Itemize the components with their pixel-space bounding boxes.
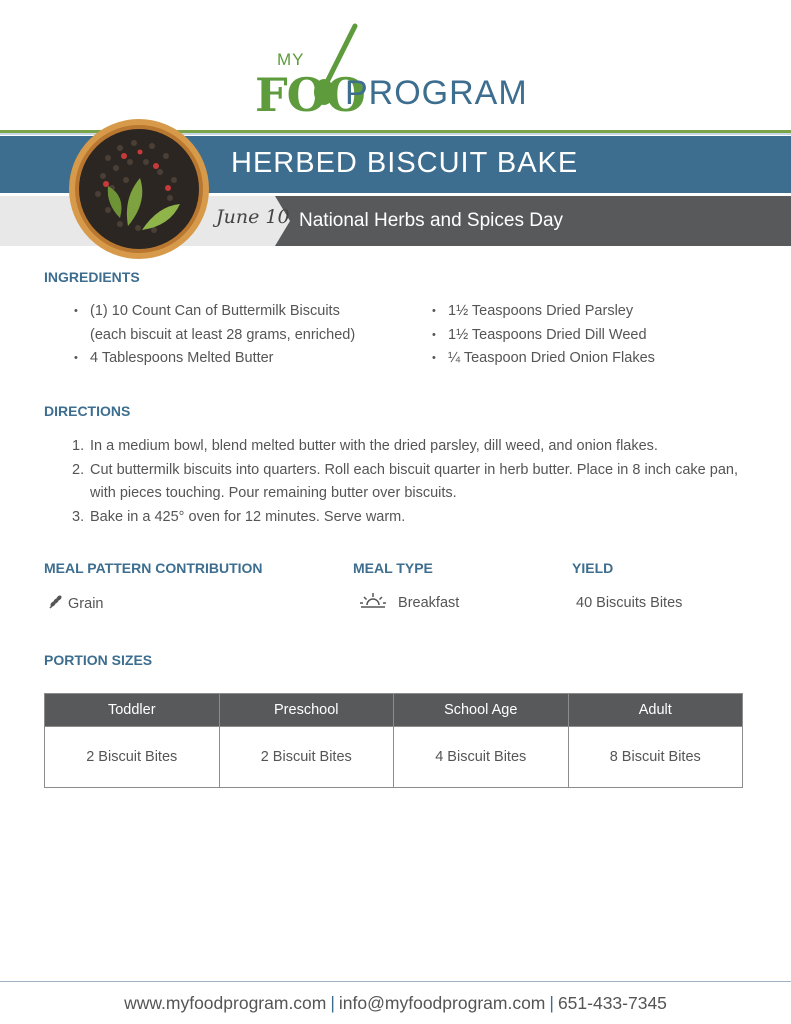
- brand-logo: [255, 22, 545, 122]
- direction-step: 2. Cut buttermilk biscuits into quarters. Roll each biscuit quarter in herb butter. Place in 8 inch cake pan, with pieces touching. Pour remaining butter over biscuits.: [72, 461, 738, 501]
- portion-value-school-age: 4 Biscuit Bites: [394, 727, 569, 788]
- recipe-title: HERBED BISCUIT BAKE: [231, 147, 579, 179]
- portion-value-preschool: 2 Biscuit Bites: [219, 727, 394, 788]
- sunrise-icon: [360, 592, 386, 610]
- footer-separator: |: [330, 993, 335, 1013]
- portion-col-toddler: Toddler: [45, 694, 220, 727]
- yield-heading: YIELD: [572, 560, 614, 576]
- ingredients-heading: INGREDIENTS: [44, 269, 140, 285]
- ingredients-list-right: [432, 300, 752, 371]
- logo-program: PROGRAM: [345, 74, 528, 112]
- ingredient-item: • (1) 10 Count Can of Buttermilk Biscuits (each biscuit at least 28 grams, enriched): [74, 300, 404, 347]
- portion-header-row: [45, 694, 743, 727]
- holiday-date: June 10: [216, 206, 290, 228]
- ingredient-item: • 1½ Teaspoons Dried Parsley: [432, 300, 752, 324]
- portion-value-adult: 8 Biscuit Bites: [568, 727, 743, 788]
- direction-step: 3. Bake in a 425° oven for 12 minutes. Serve warm.: [72, 508, 406, 525]
- portion-heading: PORTION SIZES: [44, 652, 153, 668]
- footer-website-link[interactable]: www.myfoodprogram.com: [124, 993, 327, 1013]
- meal-pattern-heading: MEAL PATTERN CONTRIBUTION: [44, 560, 263, 576]
- portion-col-preschool: Preschool: [219, 694, 394, 727]
- portion-value-toddler: 2 Biscuit Bites: [45, 727, 220, 788]
- ingredient-item: • ¼ Teaspoon Dried Onion Flakes: [432, 347, 752, 371]
- meal-pattern-value: Grain: [48, 594, 104, 612]
- spice-bowl-image: [68, 118, 210, 260]
- ingredient-item: • 4 Tablespoons Melted Butter: [74, 347, 404, 371]
- footer-contact: [0, 993, 791, 1014]
- direction-step: 1. In a medium bowl, blend melted butter with the dried parsley, dill weed, and onion flakes.: [72, 438, 658, 454]
- ingredients-list-left: [74, 300, 404, 371]
- footer-phone[interactable]: 651-433-7345: [557, 993, 667, 1013]
- footer-email-link[interactable]: info@myfoodprogram.com: [338, 993, 546, 1013]
- logo-food: FOO: [255, 68, 365, 122]
- holiday-name: National Herbs and Spices Day: [299, 210, 564, 231]
- portion-values-row: [45, 727, 743, 788]
- portion-table: [44, 693, 743, 788]
- footer-separator: |: [549, 993, 554, 1013]
- logo-my: MY: [277, 50, 305, 69]
- footer-divider: [0, 981, 791, 982]
- meal-type-value: Breakfast: [360, 592, 459, 611]
- directions-list: [72, 435, 742, 529]
- yield-value: 40 Biscuits Bites: [576, 595, 683, 611]
- portion-col-adult: Adult: [568, 694, 743, 727]
- meal-type-heading: MEAL TYPE: [353, 560, 433, 576]
- wheat-icon: [48, 594, 64, 610]
- directions-heading: DIRECTIONS: [44, 403, 131, 419]
- ingredient-item: • 1½ Teaspoons Dried Dill Weed: [432, 324, 752, 348]
- portion-col-school-age: School Age: [394, 694, 569, 727]
